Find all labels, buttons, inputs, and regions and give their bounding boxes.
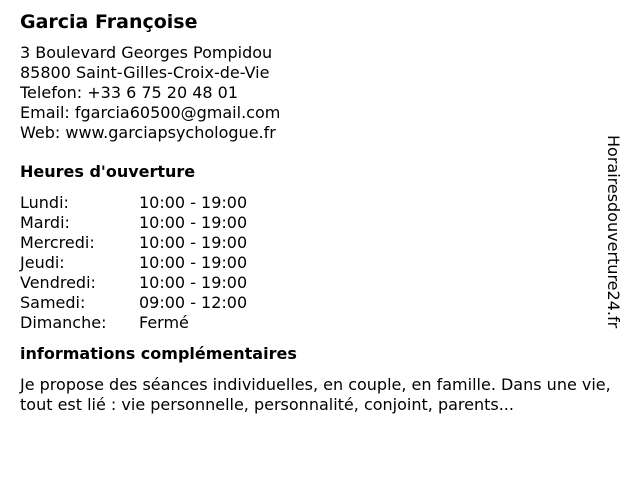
day-label: Lundi: (20, 193, 69, 212)
phone-number: Telefon: +33 6 75 20 48 01 (20, 83, 239, 102)
day-hours: 10:00 - 19:00 (139, 213, 248, 232)
opening-hours-heading: Heures d'ouverture (20, 162, 196, 181)
hours-row-friday (20, 273, 620, 293)
day-hours: 10:00 - 19:00 (139, 193, 248, 212)
email-address: Email: fgarcia60500@gmail.com (20, 103, 281, 122)
day-label: Jeudi: (20, 253, 65, 272)
hours-row-saturday (20, 293, 620, 313)
business-name: Garcia Françoise (20, 11, 198, 33)
day-hours: 10:00 - 19:00 (139, 273, 248, 292)
day-label: Mardi: (20, 213, 70, 232)
hours-row-tuesday (20, 213, 620, 233)
hours-row-wednesday (20, 233, 620, 253)
day-label: Samedi: (20, 293, 86, 312)
hours-row-sunday (20, 313, 620, 333)
opening-hours-table (20, 193, 620, 333)
day-hours: Fermé (139, 313, 189, 332)
day-hours: 09:00 - 12:00 (139, 293, 248, 312)
day-label: Mercredi: (20, 233, 95, 252)
contact-details (20, 43, 620, 143)
watermark-text: Horairesdouverture24.fr (604, 135, 623, 329)
hours-row-monday (20, 193, 620, 213)
street-address: 3 Boulevard Georges Pompidou (20, 43, 273, 62)
day-label: Vendredi: (20, 273, 96, 292)
postal-city: 85800 Saint-Gilles-Croix-de-Vie (20, 63, 270, 82)
day-label: Dimanche: (20, 313, 107, 332)
day-hours: 10:00 - 19:00 (139, 233, 248, 252)
business-card (20, 10, 623, 415)
hours-row-thursday (20, 253, 620, 273)
website: Web: www.garciapsychologue.fr (20, 123, 276, 142)
additional-info-text: Je propose des séances individuelles, en couple, en famille. Dans une vie, tout est lié : vie personnelle, personnalité, conjoint, parents... (20, 375, 611, 414)
additional-info-heading: informations complémentaires (20, 344, 297, 363)
day-hours: 10:00 - 19:00 (139, 253, 248, 272)
